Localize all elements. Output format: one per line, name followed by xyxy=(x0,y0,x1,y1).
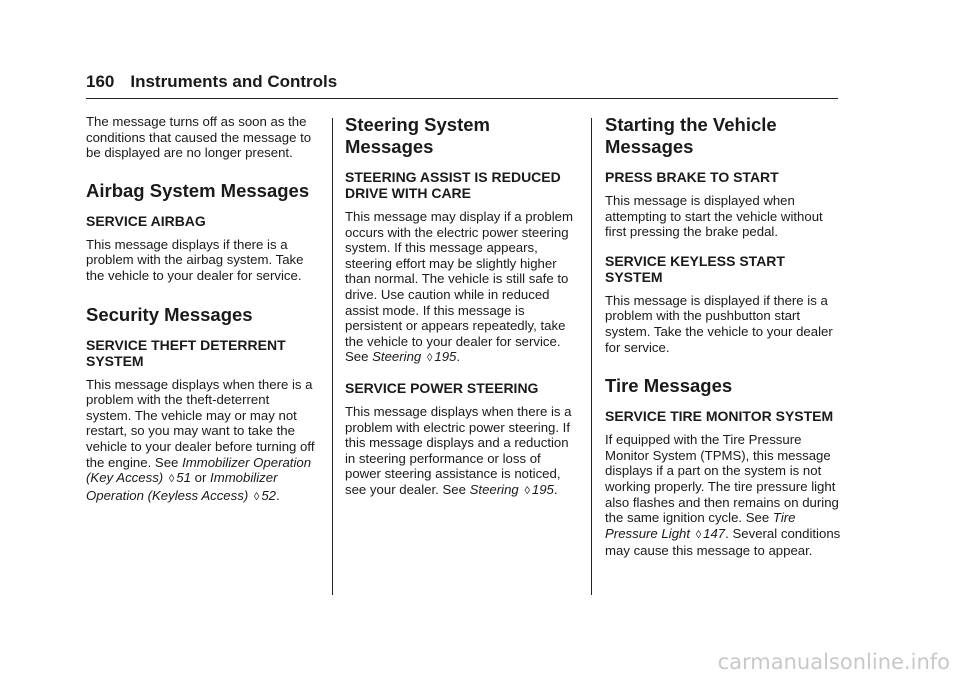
tire-monitor-text xyxy=(605,432,841,559)
period: . xyxy=(276,487,280,503)
header-rule xyxy=(86,98,838,99)
immobilizer-keyless-page[interactable]: 52 xyxy=(261,487,276,503)
intro-text: The message turns off as soon as the conditions that caused the message to be displayed are no longer present. xyxy=(86,114,312,161)
arrow-ref-icon: ◊ xyxy=(524,484,530,497)
arrow-ref-icon: ◊ xyxy=(695,528,702,541)
column-1 xyxy=(86,114,318,505)
security-text xyxy=(86,377,318,506)
arrow-ref-icon: ◊ xyxy=(426,352,433,365)
power-steering-subheading: SERVICE POWER STEERING xyxy=(345,379,539,396)
column-divider-1 xyxy=(332,118,333,595)
tire-heading: Tire Messages xyxy=(605,375,733,397)
airbag-heading: Airbag System Messages xyxy=(86,179,310,201)
arrow-ref-icon: ◊ xyxy=(253,490,260,503)
tire-monitor-subheading: SERVICE TIRE MONITOR SYSTEM xyxy=(605,408,834,425)
period: . xyxy=(553,481,558,497)
service-airbag-subheading: SERVICE AIRBAG xyxy=(86,212,206,229)
steering-link-2[interactable]: Steering xyxy=(469,481,519,497)
press-brake-text: This message is displayed when attempting to start the vehicle without first pressing the brake pedal. xyxy=(605,193,823,240)
power-steering-body: This message displays when there is a problem with electric power steering. If this message displays and a reduction in steering performance or loss of power steering assistance is noticed, see your dealer. See xyxy=(345,403,572,497)
steering-heading: Steering System Messages xyxy=(345,114,490,157)
column-2 xyxy=(345,114,579,500)
security-heading: Security Messages xyxy=(86,303,253,325)
page-header xyxy=(86,72,838,92)
immobilizer-key-link[interactable]: Immobilizer Operation (Key Access) xyxy=(86,454,312,486)
immobilizer-keyless-link[interactable]: Immobilizer Operation (Keyless Access) xyxy=(86,470,278,503)
section-title: Instruments and Controls xyxy=(130,72,338,91)
power-steering-text xyxy=(345,404,579,500)
keyless-start-subheading: SERVICE KEYLESS START SYSTEM xyxy=(605,252,785,285)
security-body: This message displays when there is a problem with the theft-deterrent system. The vehicle may or may not restart, so you may want to take the vehicle to your dealer before turning off the engine. See xyxy=(86,376,315,470)
column-3 xyxy=(605,114,841,559)
page-number: 160 xyxy=(86,72,115,91)
tire-monitor-body: If equipped with the Tire Pressure Monitor System (TPMS), this message displays if a part on the system is not working properly. The tire pressure light also flashes and then remains on during the same ignition cycle. See xyxy=(605,432,839,526)
tire-monitor-end: . Several conditions may cause this message to appear. xyxy=(605,525,841,559)
steering-page[interactable]: 195 xyxy=(434,349,457,365)
airbag-text: This message displays if there is a problem with the airbag system. Take the vehicle to your dealer for service. xyxy=(86,236,304,283)
steering-link[interactable]: Steering xyxy=(372,349,422,365)
column-divider-2 xyxy=(591,118,592,595)
starting-heading: Starting the Vehicle Messages xyxy=(605,114,777,157)
or-text: or xyxy=(194,470,207,486)
steering-page-2[interactable]: 195 xyxy=(531,481,554,497)
arrow-ref-icon: ◊ xyxy=(168,473,175,486)
tire-pressure-page[interactable]: 147 xyxy=(703,525,726,541)
immobilizer-key-page[interactable]: 51 xyxy=(176,470,191,486)
press-brake-subheading: PRESS BRAKE TO START xyxy=(605,169,779,185)
tire-pressure-link[interactable]: Tire Pressure Light xyxy=(605,510,796,541)
steering-assist-subheading: STEERING ASSIST IS REDUCED DRIVE WITH CARE xyxy=(345,169,561,201)
period: . xyxy=(456,349,461,365)
steering-assist-text xyxy=(345,209,579,367)
theft-deterrent-subheading: SERVICE THEFT DETERRENT SYSTEM xyxy=(86,336,286,369)
watermark: carmanualsonline.info xyxy=(717,650,950,674)
steering-assist-body: This message may display if a problem occurs with the electric power steering system. If this message appears, steering effort may be slightly higher than normal. The vehicle is still safe to drive. Use caution while in reduced assist mode. If this message is persistent or appears repeatedly, take the vehicle to your dealer for service. See xyxy=(345,209,573,365)
keyless-start-text: This message is displayed if there is a problem with the pushbutton start system. Take the vehicle to your dealer for service. xyxy=(605,292,833,355)
